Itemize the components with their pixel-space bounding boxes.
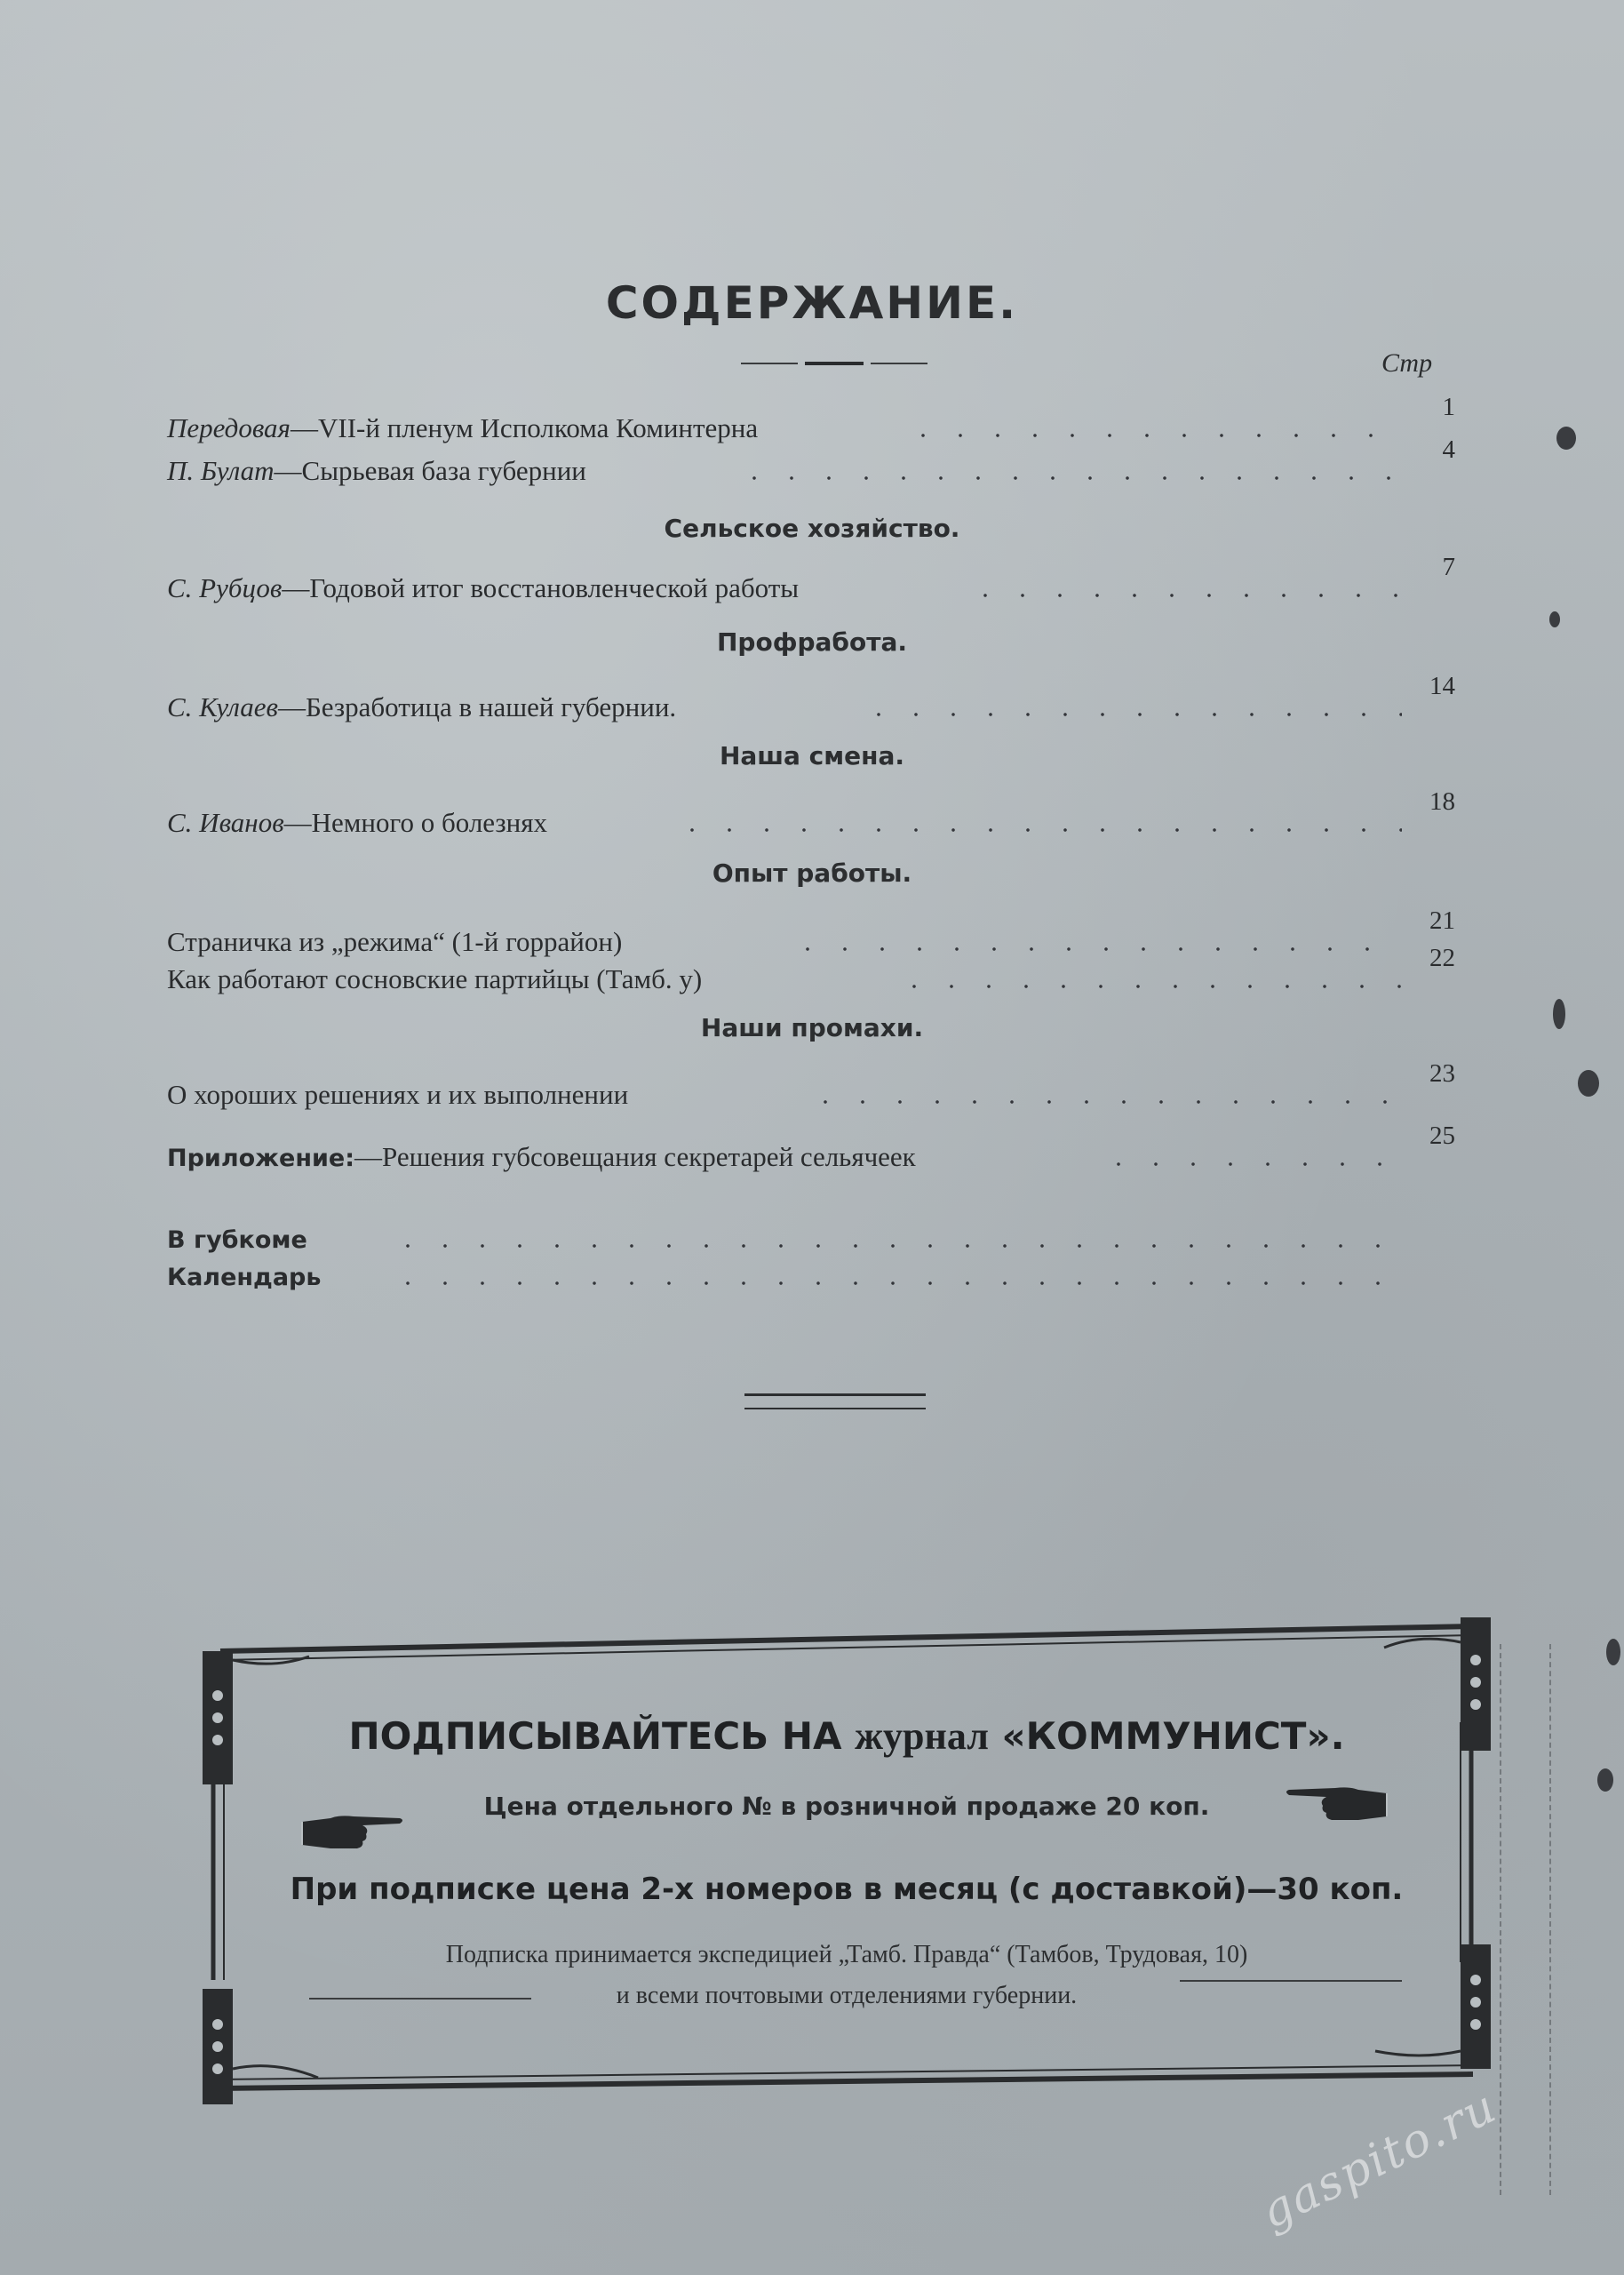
ad-subscription-line-1: Подписка принимается экспедицией „Тамб. Правда“ (Тамбов, Трудовая, 10) <box>445 1941 1248 1968</box>
section-heading: Сельское хозяйство. <box>664 514 960 543</box>
pointing-hand-icon <box>1282 1781 1389 1824</box>
title-rule-right <box>871 363 927 364</box>
leader-dots <box>967 594 1402 597</box>
toc-page-number: 1 <box>1442 393 1455 421</box>
toc-title: СОДЕРЖАНИЕ. <box>605 277 1019 329</box>
leader-dots <box>389 1244 1402 1248</box>
ad-price-single: Цена отдельного № в розничной продаже 20 коп. <box>483 1792 1210 1821</box>
toc-page-number: 7 <box>1442 553 1455 581</box>
page-column-label: Стр <box>1381 348 1433 378</box>
toc-entry[interactable] <box>167 553 1455 604</box>
toc-entry[interactable] <box>167 944 1455 995</box>
leader-dots <box>389 1281 1402 1285</box>
title-ornament-rule <box>741 363 927 365</box>
ornamental-frame <box>203 1607 1491 2110</box>
toc-entry-text: О хороших решениях и их выполнении <box>167 1079 629 1110</box>
toc-entry-text: Как работают сосновские партийцы (Тамб. у) <box>167 963 703 994</box>
toc-entry-text: П. Булат—Сырьевая база губернии <box>167 455 586 486</box>
section-heading: Опыт работы. <box>712 858 912 888</box>
punch-hole <box>1606 1639 1620 1665</box>
leader-dots <box>807 1100 1402 1104</box>
ad-subscription-line-2: и всеми почтовыми отделениями губернии. <box>616 1982 1078 2009</box>
title-rule-center <box>805 362 864 365</box>
toc-page-number: 23 <box>1429 1059 1455 1088</box>
toc-entry-text: Календарь <box>167 1264 322 1291</box>
toc-entry-text: С. Иванов—Немного о болезнях <box>167 807 548 838</box>
punch-hole <box>1556 427 1576 450</box>
leader-dots <box>904 434 1402 437</box>
toc-entry-text: Передовая—VII-й пленум Исполкома Коминтерна <box>167 412 759 443</box>
toc-entry-text: Приложение:—Решения губсовещания секретарей сельячеек <box>167 1141 916 1172</box>
toc-entry[interactable] <box>167 1257 1455 1292</box>
toc-entry[interactable] <box>167 1219 1455 1255</box>
toc-page-number: 18 <box>1429 787 1455 816</box>
punch-hole <box>1549 611 1560 627</box>
toc-entry-text: В губкоме <box>167 1226 307 1254</box>
section-heading: Наша смена. <box>719 741 905 770</box>
section-heading: Профработа. <box>717 627 907 657</box>
ad-rule-right <box>1180 1980 1402 1982</box>
toc-page-number: 25 <box>1429 1122 1455 1150</box>
toc-entry-text: С. Рубцов—Годовой итог восстановленческой работы <box>167 572 800 603</box>
toc-page-number: 14 <box>1429 672 1455 700</box>
toc-entry[interactable] <box>167 787 1455 839</box>
toc-page-number: 4 <box>1442 435 1455 464</box>
section-heading: Наши промахи. <box>700 1013 924 1042</box>
end-rule-top <box>744 1393 926 1396</box>
toc-entry[interactable] <box>167 393 1455 444</box>
end-rule-bottom <box>744 1408 926 1409</box>
toc-page-number: 22 <box>1429 944 1455 972</box>
toc-entry[interactable] <box>167 435 1455 487</box>
leader-dots <box>860 713 1402 716</box>
toc-entry[interactable] <box>167 672 1455 723</box>
toc-entry[interactable] <box>167 1059 1455 1111</box>
leader-dots <box>673 828 1402 832</box>
leader-dots <box>789 947 1402 951</box>
toc-entry[interactable] <box>167 1122 1455 1173</box>
punch-hole <box>1597 1768 1613 1792</box>
side-stamp <box>1500 1644 1551 2195</box>
punch-hole <box>1553 999 1565 1029</box>
ad-headline: ПОДПИСЫВАЙТЕСЬ НА журнал «КОММУНИСТ». <box>348 1714 1345 1758</box>
punch-hole <box>1578 1070 1599 1097</box>
ad-price-subscription: При подписке цена 2-х номеров в месяц (с доставкой)—30 коп. <box>290 1872 1404 1907</box>
toc-entry-text: Страничка из „режима“ (1-й горрайон) <box>167 926 623 957</box>
toc-entry[interactable] <box>167 906 1455 958</box>
leader-dots <box>896 985 1402 988</box>
leader-dots <box>736 476 1402 480</box>
subscription-advertisement <box>203 1607 1491 2110</box>
toc-entry-text: С. Кулаев—Безработица в нашей губернии. <box>167 691 677 722</box>
watermark: gaspito.ru <box>1253 2079 1506 2239</box>
leader-dots <box>1100 1162 1402 1166</box>
title-rule-left <box>741 363 798 364</box>
toc-page-number: 21 <box>1429 906 1455 935</box>
